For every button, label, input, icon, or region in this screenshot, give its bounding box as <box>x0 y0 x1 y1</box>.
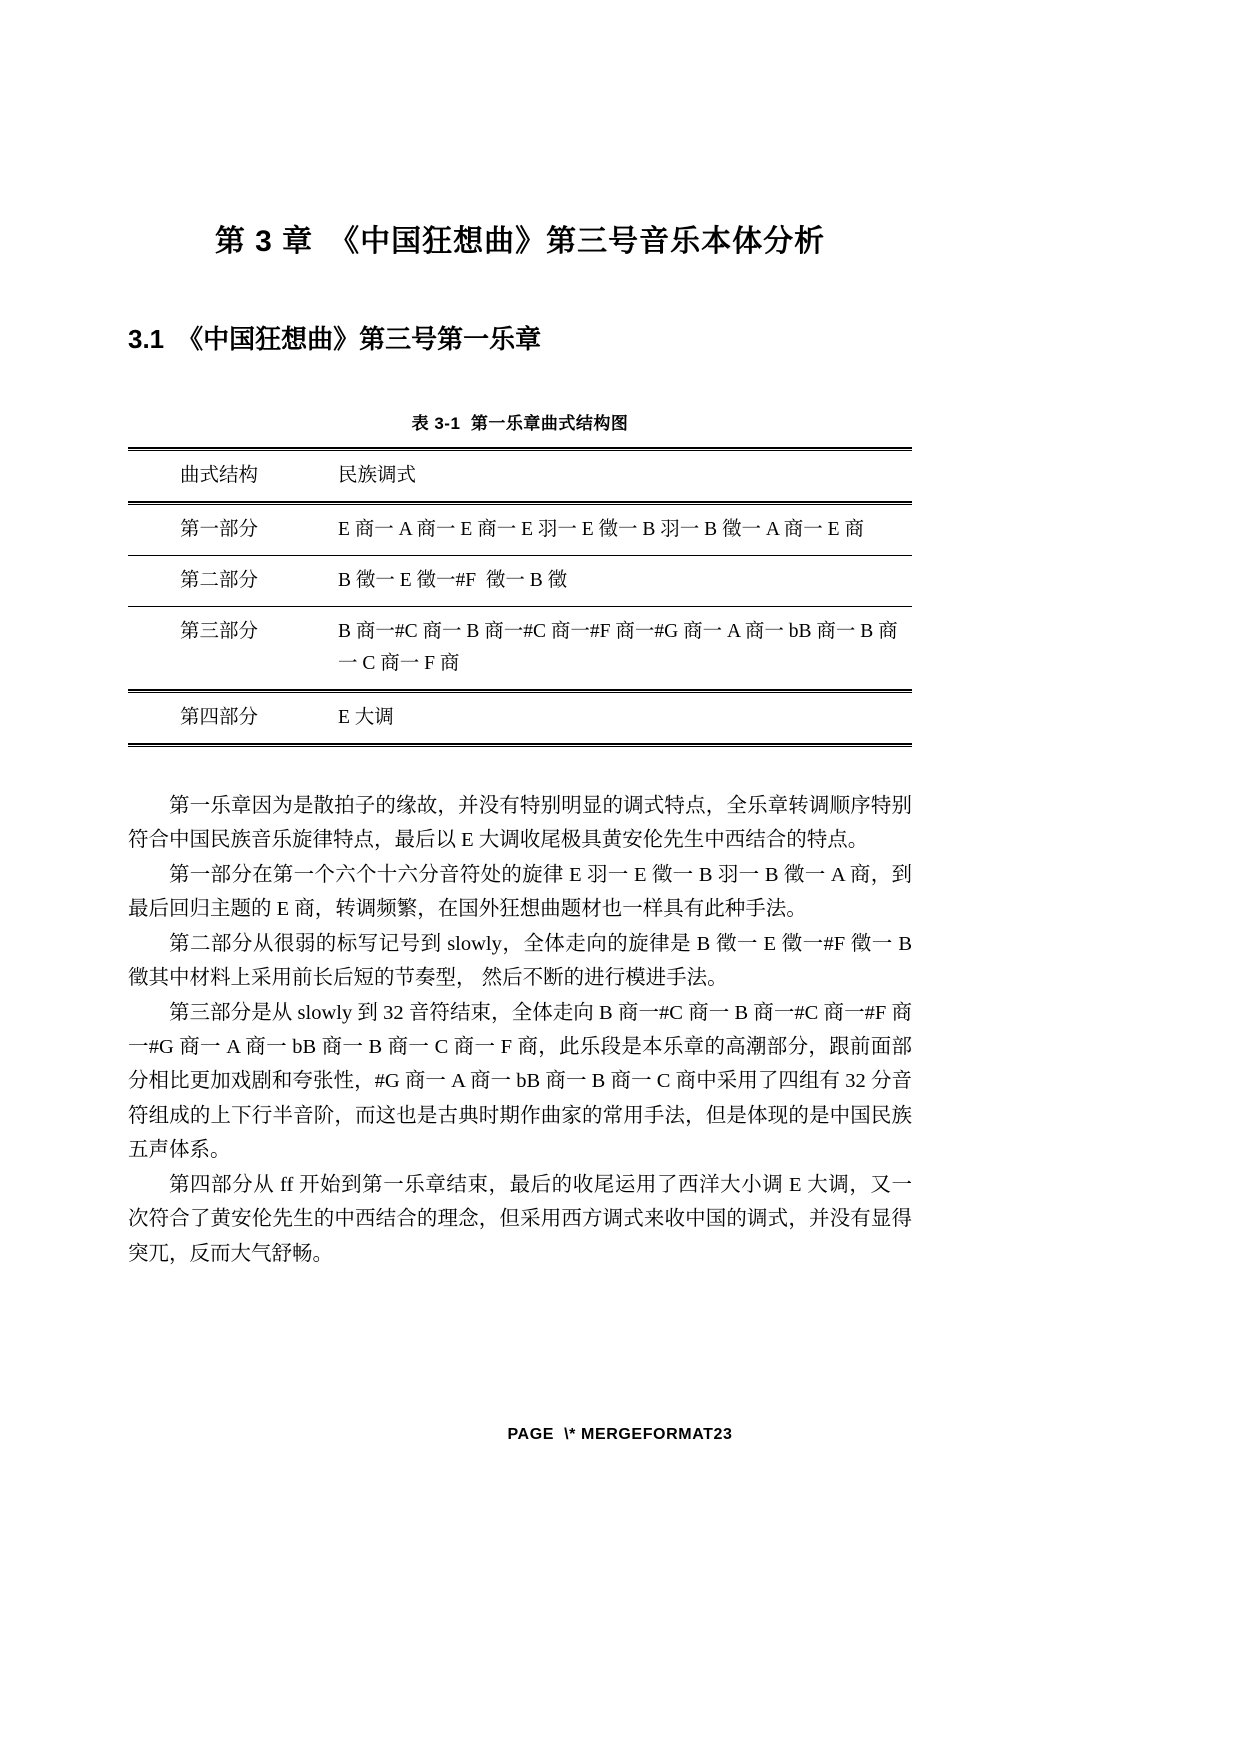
section-title: 3.1 《中国狂想曲》第三号第一乐章 <box>128 324 542 354</box>
page-footer: PAGE \* MERGEFORMAT23 <box>507 1426 733 1443</box>
table-row-value: E 大调 <box>338 706 394 728</box>
paragraph: 第二部分从很弱的标写记号到 slowly，全体走向的旋律是 B 徵一 E 徵一#F 徵一 B 徵其中材料上采用前长后短的节奏型， 然后不断的进行模进手法。 <box>128 932 912 990</box>
table-row-label: 第一部分 <box>180 518 259 540</box>
paragraph: 第一乐章因为是散拍子的缘故，并没有特别明显的调式特点，全乐章转调顺序特别符合中国民族音乐旋律特点，最后以 E 大调收尾极具黄安伦先生中西结合的特点。 <box>128 794 912 852</box>
table-caption: 表 3-1 第一乐章曲式结构图 <box>411 413 629 433</box>
paragraph: 第一部分在第一个六个十六分音符处的旋律 E 羽一 E 徵一 B 羽一 B 徵一 A 商，到最后回归主题的 E 商，转调频繁，在国外狂想曲题材也一样具有此种手法。 <box>128 863 912 921</box>
table-row-label: 第三部分 <box>180 621 259 643</box>
table-row <box>128 607 912 688</box>
body-text <box>128 789 912 1271</box>
table-row-label: 第二部分 <box>180 570 259 592</box>
table-row-value: B 徵一 E 徵一#F 徵一 B 徵 <box>338 570 568 592</box>
table-row <box>128 556 912 606</box>
table-row <box>128 505 912 555</box>
table-header-value: 民族调式 <box>338 464 417 486</box>
form-structure-table <box>128 447 912 747</box>
table-row <box>128 693 912 743</box>
paragraph: 第四部分从 ff 开始到第一乐章结束，最后的收尾运用了西洋大小调 E 大调，又一次符合了黄安伦先生的中西结合的理念，但采用西方调式来收中国的调式，并没有显得突兀，反而大气舒畅。 <box>128 1173 912 1265</box>
table-row-value: B 商一#C 商一 B 商一#C 商一#F 商一#G 商一 A 商一 bB 商一 B 商一 C 商一 F 商 <box>338 621 898 674</box>
table-header-label: 曲式结构 <box>180 464 259 486</box>
paragraph: 第三部分是从 slowly 到 32 音符结束，全体走向 B 商一#C 商一 B 商一#C 商一#F 商一#G 商一 A 商一 bB 商一 B 商一 C 商一 F 商，此乐段是本乐章的高潮部分，跟前面部分相比更加戏剧和夸张性，#G 商一 A 商一 bB 商一 B 商一 C 商中采用了四组有 32 分音符组成的上下行半音阶，而这也是古典时期作曲家的常用手法，但是体现的是中国民族五声体系。 <box>128 1001 912 1162</box>
page-content <box>128 0 912 1271</box>
chapter-title: 第 3 章 《中国狂想曲》第三号音乐本体分析 <box>214 225 826 258</box>
table-row-label: 第四部分 <box>180 706 259 728</box>
table-row-value: E 商一 A 商一 E 商一 E 羽一 E 徵一 B 羽一 B 徵一 A 商一 E 商 <box>338 518 864 540</box>
table-header-row <box>128 451 912 501</box>
